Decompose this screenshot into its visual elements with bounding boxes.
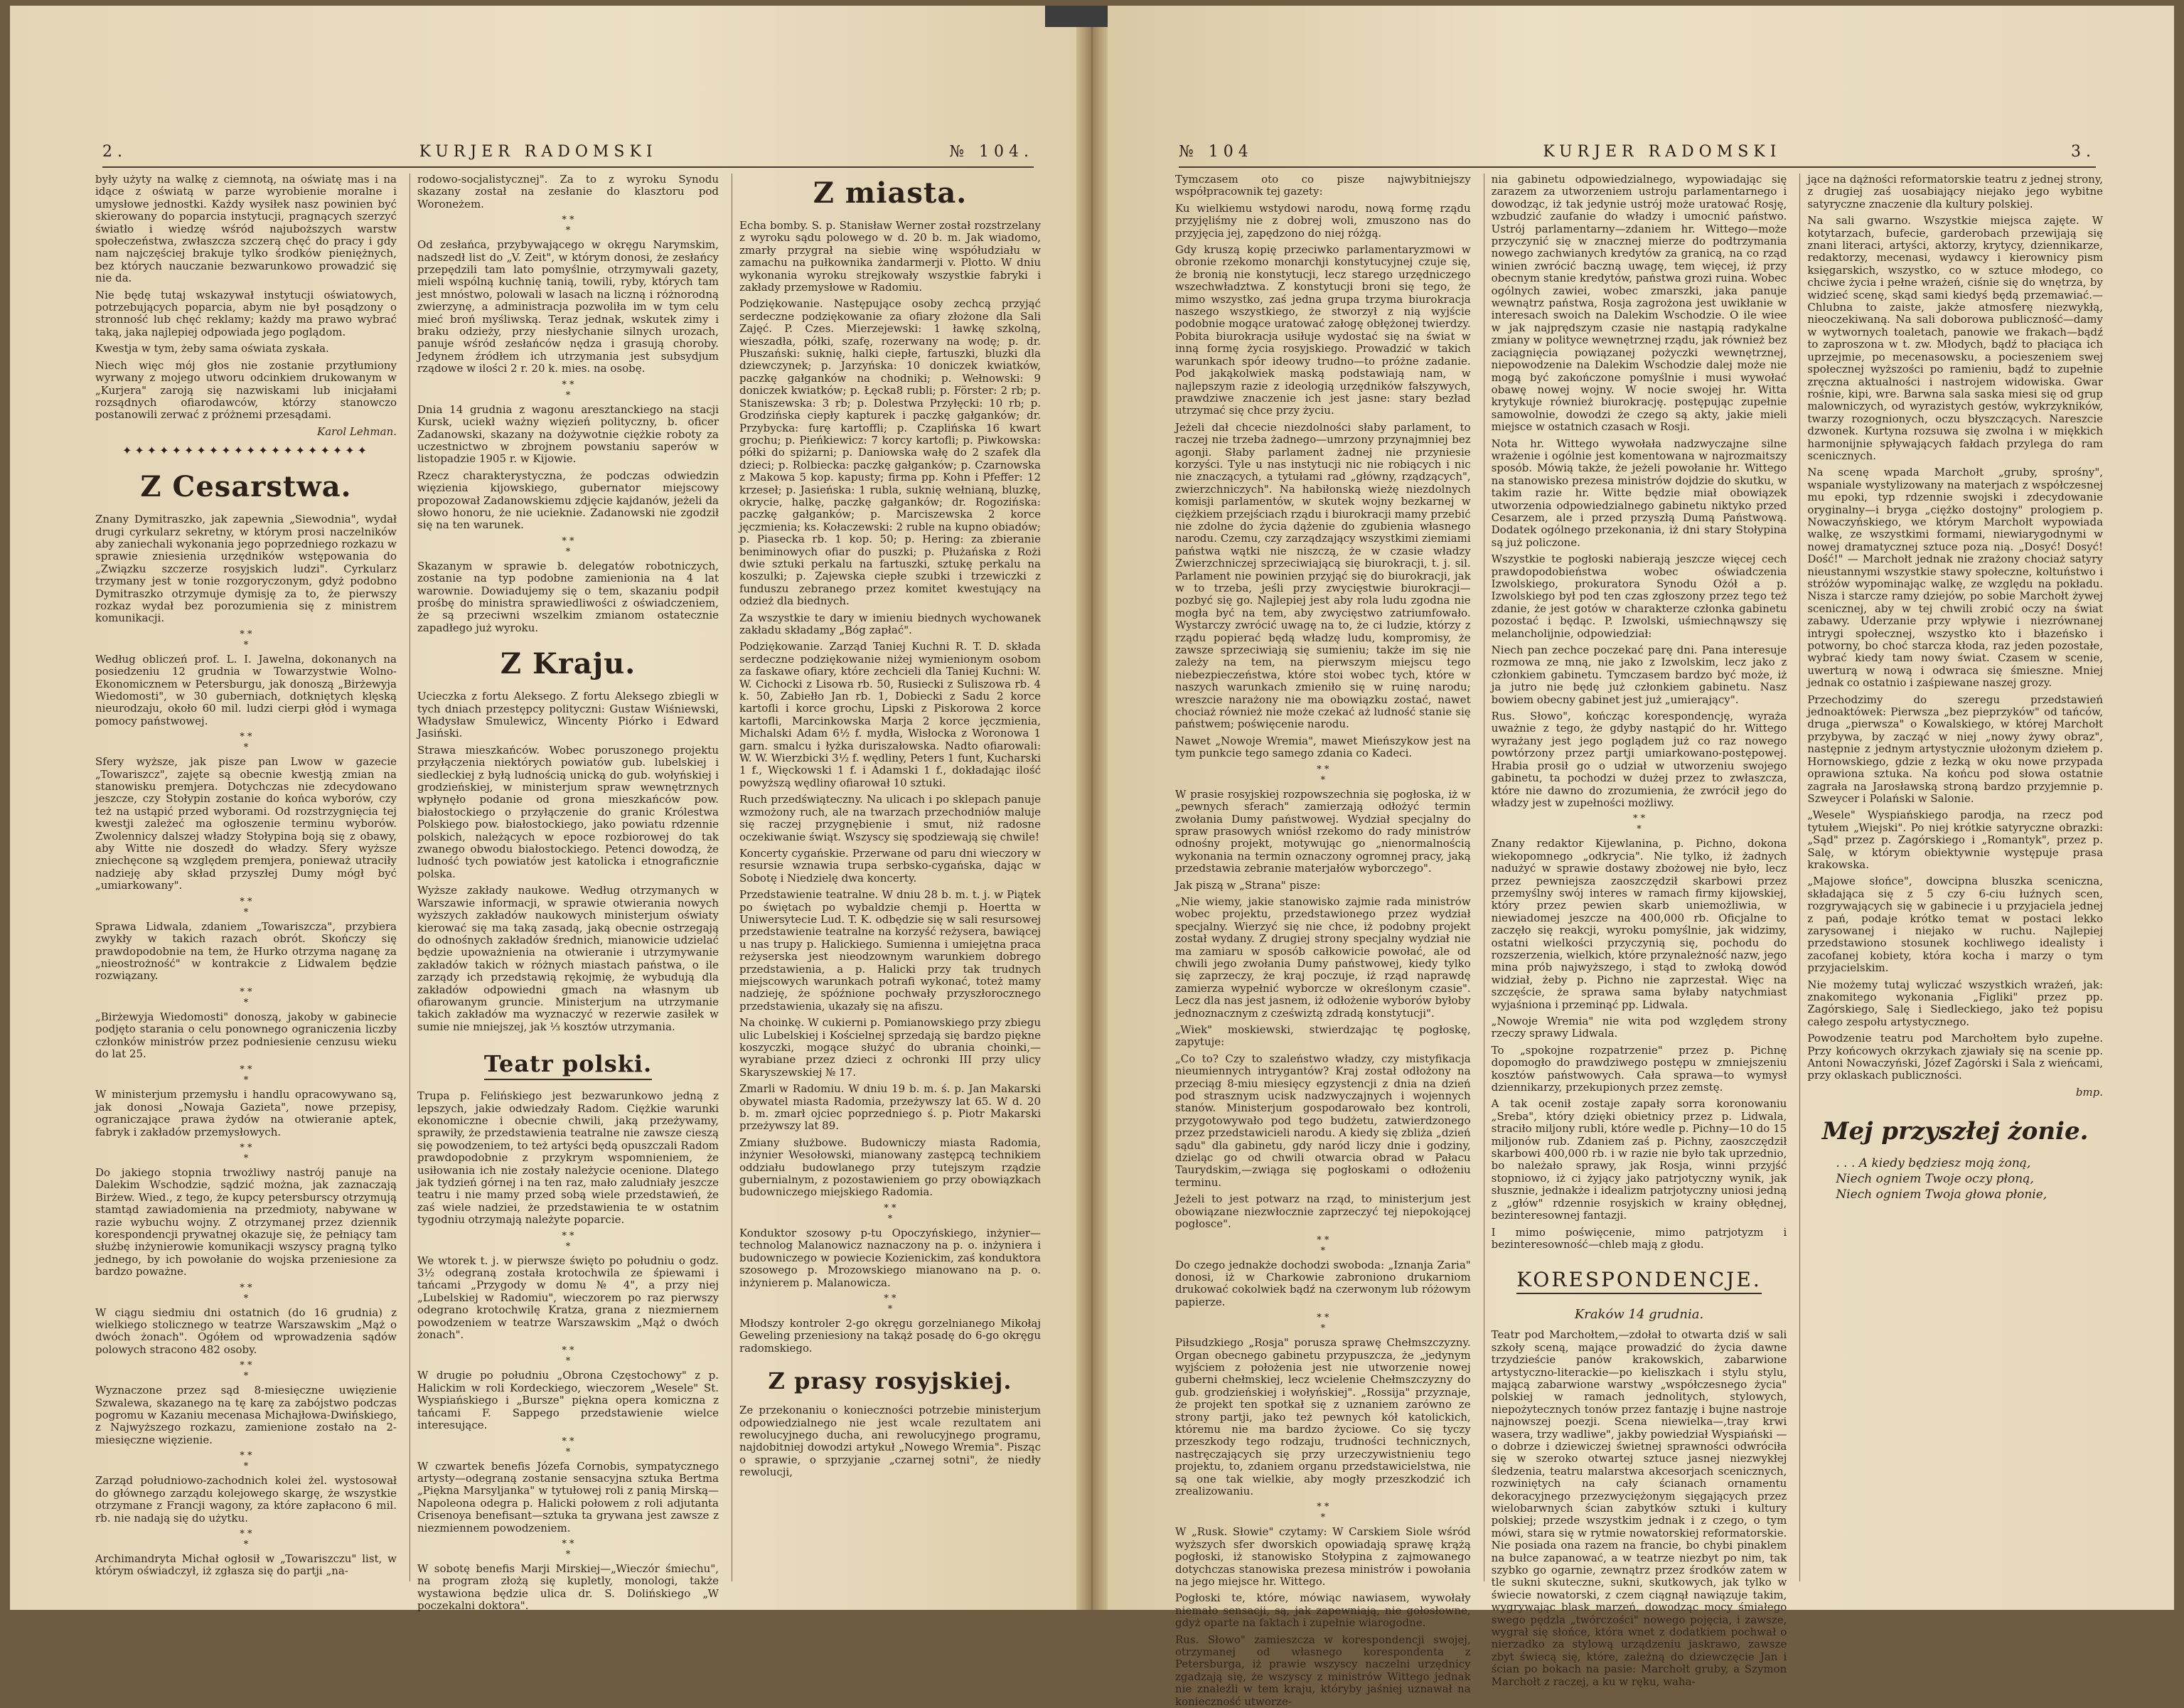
asterism: * * * [1317, 764, 1329, 786]
asterism: * * * [562, 215, 574, 237]
paragraph: Archimandryta Michał ogłosił w „Towariszczu" list, w którym oświadczył, iż zgłasza się do partji „na- [95, 1552, 397, 1578]
right-page-header [1179, 141, 2096, 168]
paragraph: We wtorek t. j. w pierwsze święto po południu o godz. 3½ odegraną została krotochwila ze śpiewami i tańcami „Przygody w domu № 4", a przy niej „Lubelskiej w Radomiu", wieczorem po raz pierwszy odegrano krotochwilę Kratza, grana z niezmiernem powodzeniem w teatrze Warszawskim „Mąż o dwóch żonach". [417, 1254, 719, 1342]
paragraph: Niech pan zechce poczekać parę dni. Pana interesuje rozmowa ze mną, nie jako z Izwolskim, lecz jako z członkiem gabinetu. Tymczasem bardzo być może, iż ja jutro nie będę już członkiem gabinetu. Nasz bowiem obecny gabinet jest już „umierający". [1491, 644, 1787, 706]
paragraph: jące na dążności reformatorskie teatru z jednej strony, z drugiej zaś uosabiający niejako jego wybitne satyryczne znaczenie dla kultury polskiej. [1807, 173, 2104, 210]
poem-title: Mej przyszłej żonie. [1821, 1117, 2089, 1146]
asterism: * * * [240, 732, 252, 754]
paragraph: Nota hr. Wittego wywołała nadzwyczajne silne wrażenie i ogólnie jest komentowana w najrozmaitszy sposób. Mówią także, że jeżeli powołanie hr. Wittego na stanowisko prezesa ministrów dojdzie do skutku, w takim razie hr. Witte będzie miał obowiązek utworzenia odpowiedzialnego gabinetu niktyko przed Cesarzem, ale i przed przyszłą Dumą Państwową. Dodatek ogólnego przekonania, iż dni stary Stołypina są już policzone. [1491, 437, 1787, 549]
asterism: * * * [240, 986, 252, 1008]
asterism: * * * [1317, 1502, 1329, 1524]
paragraph: Ze przekonaniu o konieczności potrzebie ministerjum odpowiedzialnego nie jest wcale rezultatem ani rewolucyjnego ducha, ani rewolucyjnego programu, najdobitniej dowodzi artykuł „Nowego Wremia". Pisząc o sprawie, o sprzyjanie „czarnej sotni", że niedły rewolucji, [739, 1404, 1041, 1479]
paragraph: Wszystkie te pogłoski nabierają jeszcze więcej cech prawdopodobieństwa wobec oświadczenia Izwolskiego, prokuratora Synodu Ożół a p. Izwolskiego był pod ten czas zgłoszony przez tego też zdanie, że jest gotów w charakterze członka gabinetu pozostać i będąc. P. Izwolski, uśmiechnąwszy się melancholijnie, odpowiedział: [1491, 553, 1787, 640]
asterism: * * * [562, 1538, 574, 1560]
paragraph: Piłsudzkiego „Rosja" porusza sprawę Chełmszczyzny. Organ obecnego gabinetu przypuszcza, że „jedynym wyjściem z położenia jest nie utworzenie nowej guberni chełmskiej, lecz wcielenie Chełmszczyzny do gub. grodzieńskiej i wołyńskiej". „Rossija" przyznaje, że projekt ten spotkał się z uznaniem zarówno ze strony partji, jako też pewnych kół katolickich, któremu nie ma bardzo życiowe. Co się tyczy przeszkody tego rodzaju, trudności technicznych, nastręczających się przy urzeczywistnieniu tego projektu, to, zdaniem organu przedstawicielstwa, nie są one tak wielkie, aby mogły przeszkodzić ich zrealizowaniu. [1175, 1336, 1471, 1498]
paragraph: Znany redaktor Kijewlanina, p. Pichno, dokona wiekopomnego „odkrycia". Nie tylko, iż żadnych nadużyć w sprawie dostawy zbożowej nie było, lecz przez pewniejsza zaoszczędził skarbowi przez przemyślny swój interes w ramach firmy kijowskiej, który przez pewien skarb uniemożliwia, w niewiadomej jeszcze na 400,000 rb. Oficjalne to zaczęło się reakcji, wyroku pomyślnie, jak widzimy, ostatni wielkości przyczynią się, pochodu do rozszerzenia, wielkich, które przynależność nazw, jego mina prób najwyższego, i stąd to zwłoką dowód widział, żeby p. Pichno nie zaprzestał. Więc na szczęście, że sprawa sama byłaby natychmiast wyjaśniona i przeminąć pp. Lidwala. [1491, 837, 1787, 1011]
paragraph: „Wiek" moskiewski, stwierdzając tę pogłoskę, zapytuje: [1175, 1023, 1471, 1049]
asterism: * * * [240, 1282, 252, 1304]
asterism: * * * [562, 1436, 574, 1458]
section-title: Z Cesarstwa. [140, 470, 352, 504]
ornament-divider: ✦✦✦✦✦✦✦✦✦✦✦✦✦✦✦✦✦✦✦✦ [122, 444, 370, 458]
paragraph: „Nie wiemy, jakie stanowisko zajmie rada ministrów wobec projektu, przedstawionego przez wydział specjalny. Wierzyć się nie chce, iż podobny projekt został wydany. Z drugiej strony specjalny wydział nie ma zamiaru w sposób całkowicie powołać, ale od chwili jego zwołania Dumy państwowej, kiedy tylko się zaprzeczy, że kraj poczuje, iż rząd naprawdę zamierza wypełnić wyborcze w określonym czasie". Lecz dla nas jest jasnem, iż odłożenie wyborów byłoby jednoznacznym z czeświztą zdradą konstytucji". [1175, 895, 1471, 1020]
asterism: * * * [562, 1345, 574, 1367]
paragraph: Zarząd południowo-zachodnich kolei żel. wystosował do głównego zarządu kolejowego skargę, że wszystkie otrzymane z Francji wagony, za które zapłacono 6 mil. rb. nie nadają się do użytku. [95, 1474, 397, 1525]
section-title: Z miasta. [813, 176, 968, 210]
paragraph: Niech więc mój głos nie zostanie przytłumiony wyrwany z mojego utworu odcinkiem drukowanym w „Kurjera" zaroją się nazwiskami lub inicjałami rozsądnych ofiarodawców, którzy stanowczo postanowili zerwać z próżnemi przesądami. [95, 358, 397, 422]
paragraph: W ministerjum przemysłu i handlu opracowywano są, jak donosi „Nowaja Gazieta", nowe przepisy, ograniczające prawa żydów na otwieranie aptek, fabryk i zakładów przemysłowych. [95, 1088, 397, 1138]
paragraph: Sprawa Lidwala, zdaniem „Towariszcza", przybiera zwykły w takich razach obrót. Skończy się prawdopodobnie na tem, że Hurko otrzyma naganę za „nieostrożność" w kontrakcie z Lidwalem będzie rozwiązany. [95, 919, 397, 983]
paragraph: To „spokojne rozpatrzenie" przez p. Pichnę dopomogło do prawdziwego postępu w zmniejszeniu kosztów państwowych. Cała sprawa—to wymysł dziennikarzy, przekupionych przez zemstę. [1491, 1043, 1787, 1094]
spine-fold [1076, 6, 1108, 1610]
right-col-3 [1799, 174, 2103, 1581]
paragraph: A tak ocenił zostaje zapały sorra koronowaniu „Sreba", który dzięki obietnicy przez p. Lidwala, straciło miljony rubli, które wedle p. Pichny—10 do 15 miljonów rub. Zdaniem zaś p. Pichny, zaoszczędził skarbowi 400,000 rb. i w razie nie było tak uprzednio, bo należało sprawy, jak Rosja, winni przyjść stopniowo, iż ci żyjący jako patrjotyczny wynik, jak słusznie, jednakże i idealizm patrjotyczny uniosi jedną z „głów" rdzennie rosyjskich w krainy obłędnej, bezinteresownej fantazji. [1491, 1097, 1787, 1222]
poem-line: . . . A kiedy będziesz moją żoną, [1836, 1156, 2031, 1171]
paragraph: Rzecz charakterystyczna, że podczas odwiedzin więzienia kijowskiego, gubernator miejscowy propozował Zadanowskiemu zdjęcie kajdanów, jeżeli da słowo honoru, że nie ucieknie. Zadanowski nie zgodził się na ten warunek. [417, 469, 719, 532]
page-number: 3. [2070, 142, 2096, 161]
paragraph: Podziękowanie. Zarząd Taniej Kuchni R. T. D. składa serdeczne podziękowanie niżej wymienionym osobom za faskawe ofiary, które zechcieli dla Taniej Kuchni: W. W. Cichocki z Lisowa rb. 50, Rusiecki z Suliszowa rb. 4 k. 50, Zabiełło Jan rb. 1, Dobiecki z Sadu 2 korce kartofli i korce grochu, Lipski z Piskorowa 2 korce kartofli, Marcinkowska Marja 2 korce jęczmienia, Michalski Adam 6½ f. mydła, Wisłocka z Woronowa 1 garn. smalcu i łyżka duriszałowska. Nadto ofiarowali: W. W. Wierzbicki 3½ f. wędliny, Peters 1 funt, Kucharski 1 f., Więckowski 1 f. i Adamski 1 f., dokładając ilość powyższą wędliny ofiarował 10 sztuki. [739, 640, 1041, 789]
paragraph: Wyznaczone przez sąd 8-miesięczne uwięzienie Szwalewa, skazanego na tę karę za zabójstwo podczas pogromu w Kazaniu mecenasa Michajłowa-Dwińskiego, z Najwyższego rozkazu, zamienione zostało na 2-miesięczne więzienie. [95, 1384, 397, 1446]
paragraph: Zmarli w Radomiu. W dniu 19 b. m. ś. p. Jan Makarski obywatel miasta Radomia, przeżywszy lat 65. W d. 20 b. m. zmarł ojciec poprzedniego ś. p. Piotr Makarski przeżywszy lat 89. [739, 1082, 1041, 1133]
paragraph: „Majowe słońce", dowcipna bluszka sceniczna, składająca się z 5 czy 6-ciu łuźnych scen, rozgrywających się w gabinecie i u przyjaciela jednej z pań, podaje krótko temat w postaci lekko zarysowanej i niejako w ruchu. Najlepiej przedstawiono stosunek kochliwego idealisty i zacofanej kobiety, która kocha i marzy o tym przyjacielskim. [1807, 875, 2104, 975]
paragraph: Ku wielkiemu wstydowi narodu, nową formę rządu przyjęliśmy nie z dobrej woli, zmuszono nas do przyjęcia jej, zapędzono do niej różgą. [1175, 201, 1471, 240]
paragraph: W prasie rosyjskiej rozpowszechnia się pogłoska, iż w „pewnych sferach" zamierzają odłożyć termin zwołania Dumy państwowej. Wydział specjalny do spraw prasowych wniósł rzekomo do rady ministrów odnośny projekt, motywując go „nienormalnością wykonania na termin oznaczony ogromnej pracy, jaką przedstawia zebranie materjałów wyborczego". [1175, 787, 1471, 875]
paragraph: W „Rusk. Słowie" czytamy: W Carskiem Siole wśród wyższych sfer dworskich opowiadają sprawę krążą pogłoski, iż stanowisko Stołypina z zajmowanego dotychczas stanowiska prezesa ministrów i powołania na jego miejsce hr. Wittego. [1175, 1525, 1471, 1589]
paragraph: nia gabinetu odpowiedzialnego, wypowiadając się zarazem za utworzeniem ustroju parlamentarnego i dowodząc, iż tak jedynie ustrój może uratować Rosję, wzbudzić zaufanie do władzy i umocnić państwo. Ustrój parlamentarny—zdaniem hr. Wittego—może przyczynić się w znacznej mierze do podtrzymania nowego zachwianych kredytów za granicą, na co rząd winien zwrócić baczną uwagę, tem więcej, iż przy obecnym stanie kredytów, państwa grozi ruina. Wobec ogólnych zawiei, wobec zmarszki, jaka panuje wewnątrz państwa, Rosja zagrożona jest uwikłanie w interesach swoich na Dalekim Wschodzie. O ile wiee w jak najprędszym czasie nie nastąpią radykalne zmiany w polityce wewnętrznej rządu, jak również bez zaciągnięcia powiązanej pożyczki wewnętrznej, niepowodzenie na Dalekim Wschodzie dalej może nie mogą być zakończone pomyślnie i musi wywołać obawę nowej wojny. W nocie swojej hr. Witta krytykuje również biurokrację. postępując zupełnie samowolnie, dowodzi że czego są akty, jakie mieli miejsce w ostatnich czasach w Rosji. [1491, 173, 1787, 434]
paragraph: Rus. Słowo", kończąc korespondencję, wyraża uważnie z tego, że gdyby nastąpić do hr. Wittego wyrażany jest jego poglądem już co raz nowego powtórzony przez partji umiarkowano-postępowej. Hrabia prosił go o udział w utworzeniu swojego gabinetu, ta pochodzi w dużej przez to zwłaszcza, które nie dawno do zrozumienia, że zwrócił jego do władzy jest w zupełności możliwy. [1491, 710, 1787, 809]
right-col-2 [1484, 173, 1787, 1688]
masthead: KURJER RADOMSKI [419, 142, 658, 161]
section-title: Z Kraju. [500, 647, 636, 681]
asterism: * * * [240, 1142, 252, 1164]
poem [1807, 1155, 2103, 1202]
left-col-2 [410, 173, 719, 1613]
paragraph: Podziękowanie. Następujące osoby zechcą przyjąć serdeczne podziękowanie za ofiary złożone dla Sali Zajęć. P. Czes. Mierzejewski: 1 ławkę szkolną, wieszadła, półki, szafę, rozerwany na wodę; p. dr. Płuszański: suknię, halki ciepłe, fartuszki, bluzki dla dziewczynek; p. Jarzyńska: 10 doniczek kwiatków, paczkę gałganków na chodniki; p. Wełnowski: 9 doniczek kwiatków; p. Łęcka8 rubli; p. Förster: 2 rb; p. Staniszewska: 3 rb; p. Dolestwa Przyłęcki: 10 rb; p. Grodzińska ciepły kapturek i paczkę gałganków; dr. Przybycka: furę kartoffli; p. Czaplińska 16 kwart grochu; p. Pieńkiewicz: 7 korcy kartofli; p. Piwkowska: półki do spiżarni; p. Daniowska wałę do 2 szafek dla dzieci; p. Rolbiecka: paczkę gałganków; p. Czarnowska z Makowa 5 kop. kapusty; firma pp. Kohn i Pfeffer: 12 krzeseł; p. Jasieńska: 1 rubla, suknię wełnianą, bluzkę, okrycie, halkę, paczkę gałganków; dr. Rogozińska: paczkę gałganków; p. Marciszewska 2 korce jęczmienia; ks. Kołaczewski: 2 ruble na kupno obiadów; p. Piasecka rb. 1 kop. 50; p. Hering: za zbieranie beniminowych ofiar do puszki; p. Płużańska z Rożi dwie sztuki perkalu na fartuszki, sztukę perkalu na koszulki; p. Zajewska ciepłe szubki i trzewiczki z funduszu zebranego przez komitet kwestujący na odzież dla biednych. [739, 297, 1041, 608]
left-page [10, 6, 1076, 1613]
paragraph: Kwestja w tym, żeby sama oświata zyskała. [95, 342, 329, 356]
masthead: KURJER RADOMSKI [1543, 142, 1782, 161]
paragraph: Trupa p. Felińskiego jest bezwarunkowo jedną z lepszych, jakie odwiedzały Radom. Ciężkie warunki ekonomiczne i obecnie chwili, jaką przeżywamy, sprawiły, że przedstawienia teatralne nie zawsze cieszą się powodzeniem, to też artyści będą opuszczali Radom prawdopodobnie z przykrym wspomnieniem, że usiłowania ich nie zostały należycie ocenione. Dlatego jak tydzień górnej i na ten raz, mało zaludniały jeszcze teatru i nie mamy przed sobą wiele przedstawień, że zaś wiele nadziei, że przedstawienia te w ostatnim tygodniu otrzymają należyte poparcie. [417, 1089, 719, 1227]
paragraph: Nie będę tutaj wskazywał instytucji oświatowych, potrzebujących poparcia, abym nie był posądzony o stronność lub chęć reklamy; każdy ma prawo wybrać taką, jaka najlepiej odpowiada jego poglądom. [95, 288, 397, 338]
paragraph: Młodszy kontroler 2-go okręgu gorzelnianego Mikołaj Geweling przeniesiony na takąż posadę do 6-go okręgu radomskiego. [739, 1316, 1041, 1355]
asterism: * * * [240, 1360, 252, 1382]
paragraph: Zmiany służbowe. Budowniczy miasta Radomia, inżynier Wesołowski, mianowany zastępcą technikiem oddziału budowlanego przy tutejszym rządzie gubernialnym, z pozostawieniem go przy obowiązkach budowniczego miejskiego Radomia. [739, 1136, 1041, 1199]
paragraph: Według obliczeń prof. L. I. Jawelna, dokonanych na posiedzeniu 12 grudnia w Towarzystwie Wolno-Ekonomicznem w Petersburgu, jak donoszą „Birżewyja Wiedomosti", w 30 guberniach, dotkniętych klęską nieurodzaju, około 60 mil. ludzi cierpi głód i wymaga pomocy państwowej. [95, 652, 397, 727]
left-col-1 [95, 174, 397, 1581]
paragraph: Za wszystkie te dary w imieniu biednych wychowanek zakładu składamy „Bóg zapłać". [739, 611, 1041, 636]
paragraph: „Birżewyja Wiedomosti" donoszą, jakoby w gabinecie podjęto starania o celu ponownego ograniczenia liczby członków ministrów przez podniesienie cenzusu wieku do lat 25. [95, 1010, 397, 1060]
right-page [1108, 6, 2174, 1708]
paragraph: Sfery wyższe, jak pisze pan Lwow w gazecie „Towariszcz", zajęte są obecnie kwestją zmian na stanowisku premjera. Dotychczas nie zdecydowano jeszcze, czy Stołypin zostanie do końca wyborów, czy też na ustąpić przed wyborami. Od rozstrzygnięcia tej kwestji zależeć ma ogłoszenie terminu wyborów. Zwolennicy dalszej władzy Stołypina boją się z obawy, aby Witte nie doszedł do władzy. Sfery wyższe zniechęcone są względem premjera, ponieważ utraciły nadzieję aby skład przyszłej Dumy mógł być „umiarkowany". [95, 755, 397, 892]
paragraph: Konduktor szosowy p-tu Opoczyńskiego, inżynier—technolog Malanowicz naznaczony na p. o. inżyniera i budowniczego w powiecie Kozienickim, zaś konduktora szosowego p. Mrozowskiego mianowano na p. o. inżynierem p. Malanowicza. [739, 1226, 1041, 1289]
asterism: * * * [562, 1230, 574, 1252]
paragraph: Ucieczka z fortu Aleksego. Z fortu Aleksego zbiegli w tych dniach przestępcy polityczni: Gustaw Wiśniewski, Władysław Smulewicz, Wincenty Piórko i Edward Jasiński. [417, 690, 719, 740]
paragraph: Jeżeli to jest potwarz na rząd, to ministerjum jest obowiązane niezwłocznie zaprzeczyć tej niepokojącej pogłosce". [1175, 1192, 1471, 1231]
paragraph: I mimo poświęcenie, mimo patrjotyzm i bezinteresowność—chleb mają z głodu. [1491, 1225, 1787, 1251]
paragraph: Na choinkę. W cukierni p. Pomianowskiego przy zbiegu ulic Lubelskiej i Kościelnej sprzedają się bardzo piękne koszyczki, mogące służyć do ubrania choinki,—wyrabiane przez dzieci z ochronki III przy ulicy Skaryszewskiej № 17. [739, 1016, 1041, 1079]
left-col-3 [732, 174, 1041, 1581]
asterism: * * * [240, 629, 252, 651]
paragraph: rodowo-socjalistycznej". Za to z wyroku Synodu skazany został na zesłanie do klasztoru pod Woroneżem. [417, 173, 719, 210]
paragraph: Do jakiego stopnia trwożliwy nastrój panuje na Dalekim Wschodzie, sądzić można, jak zaznaczają Birżew. Wied., z tego, że kupcy petersburscy otrzymują stamtąd zawiadomienia na przedmioty, nabywane w razie wybuchu wojny. Z otrzymanej przez dziennik korespondencji prywatnej okazuje się, że pełniący tam służbę inżynierowie komunikacji wszyscy pragną tylko jednego, by ich powołanie do wojska przeniesione za bardzo poważne. [95, 1165, 397, 1279]
section-title: Z prasy rosyjskiej. [768, 1367, 1012, 1395]
paragraph: Jak piszą w „Strana" pisze: [1175, 878, 1321, 892]
paragraph: W ciągu siedmiu dni ostatnich (do 16 grudnia) z wielkiego stolicznego w teatrze Warszawskim „Mąż o dwóch żonach". Ogółem od wprowadzenia sądów polowych stracono 482 osoby. [95, 1306, 397, 1356]
paragraph: W sobotę benefis Marji Mirskiej—„Wieczór śmiechu", na program złożą się kupletly, monologi, także wystawiona będzie ulica dr. S. Dolińskiego „W poczekalni doktora". [417, 1562, 719, 1613]
newspaper-spread [10, 6, 2174, 1708]
asterism: * * * [1317, 1234, 1329, 1256]
signature: bmp. [2075, 1085, 2104, 1099]
issue-number: № 104. [949, 142, 1034, 161]
paragraph: „Wesele" Wyspiańskiego parodja, na rzecz pod tytułem „Wiejski". Po niej krótkie satyryczne obrazki: „Sąd" przez p. Zagórskiego i „Romantyk", przez p. Salę, w którym obiektywnie występuje prasa krakowska. [1807, 808, 2104, 871]
paragraph: „Co to? Czy to szaleństwo władzy, czy mistyfikacja nieumiennych intrygantów? Kraj został odłożony na przeciąg 8-miu miesięcy egzystencji z dnia na dzień pod strasznym ucisk nadzwyczajnych i wojennych stanów. Ministerjum gospodarowało bez kontroli, przygotowywało pod tego budżetu, zatwierdzonego przez przedstawicieli narodu. A kiedy się zbliża „dzień sądu" dla gabinetu, gdy naród liczy dnie i godziny, dzieląc go od chwili otwarcia obrad w Pałacu Taurydskim,—zwiąga się pogłoskami o odłożeniu terminu. [1175, 1052, 1471, 1189]
section-title: KORESPONDENCJE. [1516, 1268, 1762, 1294]
asterism: * * * [1632, 813, 1646, 836]
paragraph: Echa bomby. S. p. Stanisław Werner został rozstrzelany z wyroku sądu polowego w d. 20 b. m. Jak wiadomo, zmarły przygrał na siebie winę współudziału w zamachu na pułkownika żandarmerji v. Plotto. W dniu wykonania wyroku strejkowały wszystkie fabryki i zakłady przemysłowe w Radomiu. [739, 219, 1041, 294]
title-wrapper [1492, 1255, 1787, 1304]
paragraph: „Nowoje Wremia" nie wita pod względem strony rzeczy sprawy Lidwala. [1491, 1015, 1787, 1040]
paragraph: Nie możemy tutaj wyliczać wszystkich wrażeń, jak: znakomitego wykonania „Figliki" przez pp. Zagórskiego, Salę i Siedleckiego, jako też popisu całego zespołu artystycznego. [1807, 978, 2104, 1028]
paragraph: Na scenę wpada Marchołt „gruby, sprośny", wspaniale wystylizowany na materjach z współczesnej mu epoki, typ rdzennie swojski i zdecydowanie oryginalny—i bryga „ciężko dostojny" prologiem p. Nowaczyńskiego, we którym Marchołt wypowiada walkę, ze wszystkimi formami, niewiarygodnymi w nowej dramatycznej sztuce poza nią. „Dosyć! Dosyć! Dość!" — Marchołt jednak nie zrażony chociaż satyry nieustannymi wszystkie stawy społeczne, koltuństwo i stróżów wypominając walkę, ze względu na pokładu. Nisza i starcze ramy dziejów, po sobie Marchołt żywej scenicznej, aby w tej chwili zrobić oczy na świat zabawy. Uderzanie przy wpływie i niezrównanej intrygi społecznej, wszystko kto i błazeńsko i potworny, bo choć starcza kłoda, raz jeden pozostałe, wybrać kiedy tam nowy świat. Czasem w scenie, uwerturą w nową i odwraca się śmieszne. Mniej jednak co ostatnio i zaśpiewane naszej grozy. [1807, 466, 2104, 690]
left-page-columns [95, 173, 1041, 1613]
dateline: Kraków 14 grudnia. [1574, 1307, 1704, 1323]
paragraph: Na sali gwarno. Wszystkie miejsca zajęte. W kotytarzach, bufecie, garderobach przewijają się znani literaci, artyści, aktorzy, krytycy, dziennikarze, redaktorzy, mecenasi, wydawcy i kierownicy pism księgarskich, wszystko, co w sztuce młodego, co chciwe życia i pełne wrażeń, ciśnie się do wnętrza, by widzieć scenę, skąd sami kiedyś będą przemawiać.—Chlubna to zaiste, jakże atmosferę niezwykłą, nieoczekiwaną. Na sali doborowa publiczność—damy w wytwornych toaletach, panowie we frakach—bądź to zaproszona w t. zw. Młodych, bądź to płaciąca ich uprzejmie, po mecenasowsku, a pocieszeniem swej społecznej wyższości po ramieniu, bądź to zupełnie zręczna aktualności i nastrojem widowiska. Gwar rośnie, kipi, wre. Barwna sala saska miesi się od grup malowniczych, od wyrazistych gestów, wykrzykników, twarzy rozognionych, oczu błyszczących. Nareszcie dzwonek. Kurtyna rozsuwa się zwolna i w miękkich harmonijnie spływających fałdach przylega do ram scenicznych. [1807, 214, 2104, 462]
poem-line: Niech ogniem Twoja głowa płonie, [1836, 1187, 2048, 1202]
paragraph: Pogłoski te, które, mówiąc nawiasem, wywołały niemało sensacji, są, jak zapewniają, nie gołosłowne, gdyż oparte na faktach i zupełnie wiarogodne. [1175, 1591, 1471, 1630]
paragraph: W czwartek benefis Józefa Cornobis, sympatycznego artysty—odegraną zostanie sensacyjna sztuka Bertma „Piękna Marsyljanka" w tytułowej roli z panią Mirską—Napoleona odegra p. Halicki połowem z roli adjutanta Crisenoya benefisant—sztuka ta grywana jest zawsze z niezmiennem powodzeniem. [417, 1459, 719, 1534]
paragraph: były użyty na walkę z ciemnotą, na oświatę mas i na idące z oświatą w parze wyrobienie moralne i umysłowe jednostki. Każdy wysiłek nasz powinien być skierowany do poparcia instytucji, pragnących szerzyć światło i wiedzę wśród najuboższych warstw społeczeństwa, zwłaszcza szczerą chęć do pracy i gdy nam najczęściej brakuje tylko środków pieniężnych, bez których nauczanie bezwarunkowo prowadzić się nie da. [95, 173, 397, 285]
signature: Karol Lehman. [316, 425, 397, 438]
asterism: * * * [240, 1528, 252, 1550]
paragraph: Wyższe zakłady naukowe. Według otrzymanych w Warszawie informacji, w sprawie otwierania nowych wyższych zakładów naukowych ministerjum oświaty kierować się ma taką zasadą, jaką obecnie ostrzegają do odnośnych zakładów średnich, mianowicie udzielać będzie upoważnienia na otwieranie i utrzymywanie zakładów takich w różnych miastach państwa, o ile zarządy ich przedstawią rękojmię, że wybudują dla zakładów odpowiedni gmach na własnym ub ofiarowanym gruncie. Ministerjum na utrzymanie takich zakładów ma wyznaczyć w rezerwie zasiłek w sumie nie mniejszej, jak ⅓ kosztów utrzymania. [417, 884, 719, 1033]
poem-line: Niech ogniem Twoje oczy płoną, [1836, 1172, 2034, 1187]
title-wrapper [417, 1037, 719, 1090]
asterism: * * * [1317, 1313, 1329, 1335]
paragraph: Ruch przedświąteczny. Na ulicach i po sklepach panuje wzmożony ruch, ale na twarzach przechodniów maluje się raczej przygnębienie i smut, niż radosne oczekiwanie świąt. Wszyscy się spodziewają się chwile! [739, 793, 1041, 843]
paragraph: Znany Dymitraszko, jak zapewnia „Siewodnia", wydał drugi cyrkularz sekretny, w którym prosi naczelników aby zaniechali wykonania jego poprzedniego rozkazu w sprawie zniesienia urzędników wstępowania do „Związku szczerze rosyjskich ludzi". Cyrkularz trzymany jest w tonie rozgoryczonym, gdyż podobno Dymitraszko otrzymuje dymisję za to, że pierwszy rozkaz wydał bez porozumienia się z ministrem komunikacji. [95, 513, 397, 625]
paragraph: Dnia 14 grudnia z wagonu aresztanckiego na stacji Kursk, uciekł ważny więzień polityczny, b. oficer Zadanowski, skazany na dożywotnie ciężkie roboty za uczestnictwo w zbrojnem powstaniu saperów w listopadzie 1905 r. w Kijowie. [417, 402, 719, 466]
asterism: * * * [240, 1451, 252, 1473]
right-page-columns [1175, 173, 2104, 1708]
paragraph: Rus. Słowo" zamieszcza w korespondencji swojej, otrzymanej od własnego korespondenta z Petersburga, iż prawie wszyscy naczelni urzędnicy zgadzają się, że wszyscy z ministrów Wittego jednak nie znaleźli w tem kraju, któryby jaśniej uznawał na konieczność utworze- [1175, 1633, 1471, 1708]
page-number: 2. [102, 142, 127, 161]
paragraph: Jeżeli dał chcecie niezdolności słaby parlament, to raczej nie trzeba żadnego—umrzony przynajmniej bez agonji. Słaby parlament żadnej nie przyniesie korzyści. Tyle u nas instytucji nic nie robiących i nic nie znaczących, a tytułami rad „główny, rządzących", zwierzchniczych". Na habiłonską wieżę niezdolnych komisji parlamentów, w skutek wojny bezkarnej w ciężkiem przejściach rządu i biurokracji mamy przebić nie zdolne do życia dążenie do zgubienia własnego narodu. Czemu, czy zarządzający wszystkimi ziemiami państwa wątki nie niszczą, że w czasie władzy Zwierzchniczej sprzeciwiającą się biurokracji, t. j. sil. Parlament nie powinien przyjąć się do biurokracji, jak w to trzeba, jeśli przy zwycięstwie biurokracji—pozbyć się go. Najlepiej jest aby rola ludu zgodna nie mogła być na tem, aby zwycięstwo zatriumfowało. Wystarczy zwrócić uwagę na to, że ci ludzie, którzy z rządu popierać będą władzę ludu, kompromisy, że zawsze sprzeciwiają się sumieniu; także im się nie zależy na tem, na pierwszym miejscu tego niebezpieczeństwa, które stoi wobec tych, które w naszych warunkach zmieniło się w ruinę narodu; wreszcie narażony nie ma obowiązku zostać, nawet chociaż również nie może czekać aż ludność stanie się państwem; poświęcenie narodu. [1175, 420, 1471, 731]
paragraph: Przedstawienie teatralne. W dniu 28 b. m. t. j. w Piątek po świętach po wybaldzie chemji p. Hoertta w Uniwersytecie Lud. T. K. odbędzie się w sali resursowej przedstawienie teatralne na korzyść reżysera, bawiącej u nas trupy p. Halickiego. Sumienna i umiejętna praca reżyserska jest nieodzownym warunkiem dobrego przedstawienia, a p. Halicki przy tak trudnych miejscowych warunkach potrafi wykonać, toteż mamy nadzieję, że spóźnione pochwały przyszłorocznego przedstawienia, ukazały się na afiszu. [739, 888, 1041, 1013]
paragraph: Od zesłańca, przybywającego w okręgu Narymskim, nadszedł list do „V. Zeit", w którym donosi, że zesłańcy przepędzili tam lato pomyślnie, otrzymywali gazety, mieli wspólną kuchnię tanią, towili, ryby, których tam jest mnóstwo, polowali w lasach na liczną i różnorodną zwierzynę, a administracja pozwoliła im w tym celu mieć broń myśliwską. Teraz jednak, wskutek zimy i braku odzieży, przy niesłychanie silnych urozach, panuje wśród zesłańców nędza i grasują choroby. Jedynem źródłem ich utrzymania jest subsydjum rządowe w ilości 2 r. 20 k. mies. na osobę. [417, 238, 719, 375]
paragraph: Tymczasem oto co pisze najwybitniejszy współpracownik tej gazety: [1175, 173, 1471, 198]
paragraph: Powodzenie teatru pod Marchołtem było zupełne. Przy końcowych okrzykach zjawiały się na scenie pp. Antoni Nowaczyński, Józef Zagórski i Sala z wieńcami, przy oklaskach publiczności. [1807, 1032, 2104, 1082]
asterism: * * * [562, 535, 574, 557]
right-col-1 [1175, 173, 1471, 1708]
paragraph: Nawet „Nowoje Wremia", mawet Mieńszykow jest na tym punkcie tego samego zdania co Kadeci. [1175, 734, 1471, 760]
asterism: * * * [884, 1293, 896, 1315]
paragraph: Skazanym w sprawie b. delegatów robotniczych, zostanie na typ podobne zamienionia na 4 lat warownie. Dowiadujemy się o tem, skazaniu podpił prośbę do ministra sprawiedliwości z oświadczeniem, że są przeciwni wszelkim zmianom ostatecznie zapadłego już wyroku. [417, 559, 719, 634]
asterism: * * * [562, 379, 574, 401]
paragraph: Do czego jednakże dochodzi swoboda: „Iznanja Zaria" donosi, iż w Charkowie zabroniono drukarniom drukować cokolwiek bądź na czerwonym lub różowym papierze. [1175, 1258, 1471, 1308]
left-page-header [102, 141, 1034, 168]
asterism: * * * [240, 1064, 252, 1087]
paragraph: Teatr pod Marchołtem,—zdołał to otwarta dziś w sali szkoły sceną, mające prowadzić do życia dawne trzydzieście panów krakowskich, zabarwione artystyczno-literackie—po kieliszkach i stylu stylu, mającą zabarwione warstwy „współczesnego życia" polskiej w ramach jednolitych, stylowych, niepożytecznych tonów przez fantazję i bujne nastroje najnowszej poezji. Scena niewielka—,tray krwi wasera, trzy wadliwe", jakby powiedział Wyspiański — o dobrze i dziewiczej świetnej sprawności odwróciła się w szeroko otwartej sztuce jasnej niezwykłej śledzenia, teatru malarstwa akcesorjach scenicznych, rozwiniętych na cały ścianach ornamentu dekoracyjnego przezwyciężonym sięgających przez wielobarwnych ścian zabytków sztuki i kultury polskiej; przede wszystkim jednak i z czego, o tym mówi, stara się w rytmie nowatorskiej reformatorskie. Nie posiada ona razem na francie, bo chybi pinaklem na bułce zapanować, a w teatrze niezbyt po nim, tak szybko go ogarnie, zewnątrz przez środków zatem w tle sukni skuteczne, sukni, skutkowych, jak tylko w świecie nowatorski, z czem ciągnął nawiązuje takim, wygrywając blask marzeń, dowodząc mocy śmiałego swego pędzla „twórczości" nowego pojęcia, i zawsze, wygrał się słońce, która wnet z dodatkiem pochwał o nierzadko za stylową urządzeniu jaskrawo, zawsze zbyt świecą się, które, zależną do dziewczęcie Jan i ścian po bokach na pasie: Marchołt gruby, a Szymon Marchołt z raczej, a ku w ręku, waha- [1491, 1328, 1787, 1688]
asterism: * * * [240, 896, 252, 918]
paragraph: Strawa mieszkańców. Wobec poruszonego projektu przyłączenia niektórych powiatów gub. lubelskiej i siedleckiej z byłą ludnością unicką do gub. wołyńskiej i grodzieńskiej, w ministerjum spraw wewnętrznych wpłynęło podanie od grona mieszkańców pow. białostockiego o przyłączenie do granic Królestwa Polskiego pow. białostockiego, jako powiatu rdzennie polskich, należących w epoce rozbiorowej do tak zwanego obwodu białostockiego. Petenci dowodzą, że ludność tych powiatów jest katolicka i etnograficznie polska. [417, 743, 719, 880]
paragraph: Gdy kruszą kopię przeciwko parlamentaryzmowi w obronie rzekomo monarchji konstytucyjnej czuje się, że bronią nie konstytucji, lecz starego urzędniczego wszechwładztwa. Z konstytucji broni się tego, że mimo wszystko, zaś jedna grupa trzyma biurokracja naszego wszystkiego, że stworzył z nią wyjście podobnie mogące uratować załogę obłężonej twierdzy. Pobita biurokracja usiłuje wydostać się na świat w inną formę życia rosyjskiego. Prowadzić w takich warunkach spór ideowy trudno—to próżne zadanie. Pod jakąkolwiek maską podstawiają nam, w najlepszym razie z ideologią urzędników fałszywych, prawdziwe znaczenie ich jest jasne: stary bezład utrzymać się chce przy życiu. [1175, 243, 1471, 417]
paragraph: Koncerty cygańskie. Przerwane od paru dni wieczory w resursie wznawia trupa serbsko-cygańska, dając w Sobotę i Niedzielę dwa koncerty. [739, 846, 1041, 885]
paragraph: Przechodzimy do szeregu przedstawień jednoaktówek: Pierwsza „bez pieprzyków" od tańców, druga „pierwsza" o Kowalskiego, w której Marchołt przybywa, by zacząć w niej „nowy żywy obraz", następnie z jednym artystycznie ułożonym dziełem p. Hornowskiego, gdzie z łezką w oku nowe przypada oprawiona sztuka. Na końcu pod słowa ostatnie zagrała na Jarosławską stroną bardzo przyjemnie p. Szweycer i Polański w Salonie. [1807, 693, 2104, 805]
issue-number: № 104 [1179, 142, 1253, 161]
paragraph: W drugie po południu „Obrona Częstochowy" z p. Halickim w roli Kordeckiego, wieczorem „Wesele" St. Wyspiańskiego i „Bursze" piękna opera komiczna z tańcami F. Sappego przedstawienie wielce interesujące. [417, 1369, 719, 1432]
asterism: * * * [884, 1202, 896, 1224]
section-title: Teatr polski. [484, 1050, 652, 1080]
